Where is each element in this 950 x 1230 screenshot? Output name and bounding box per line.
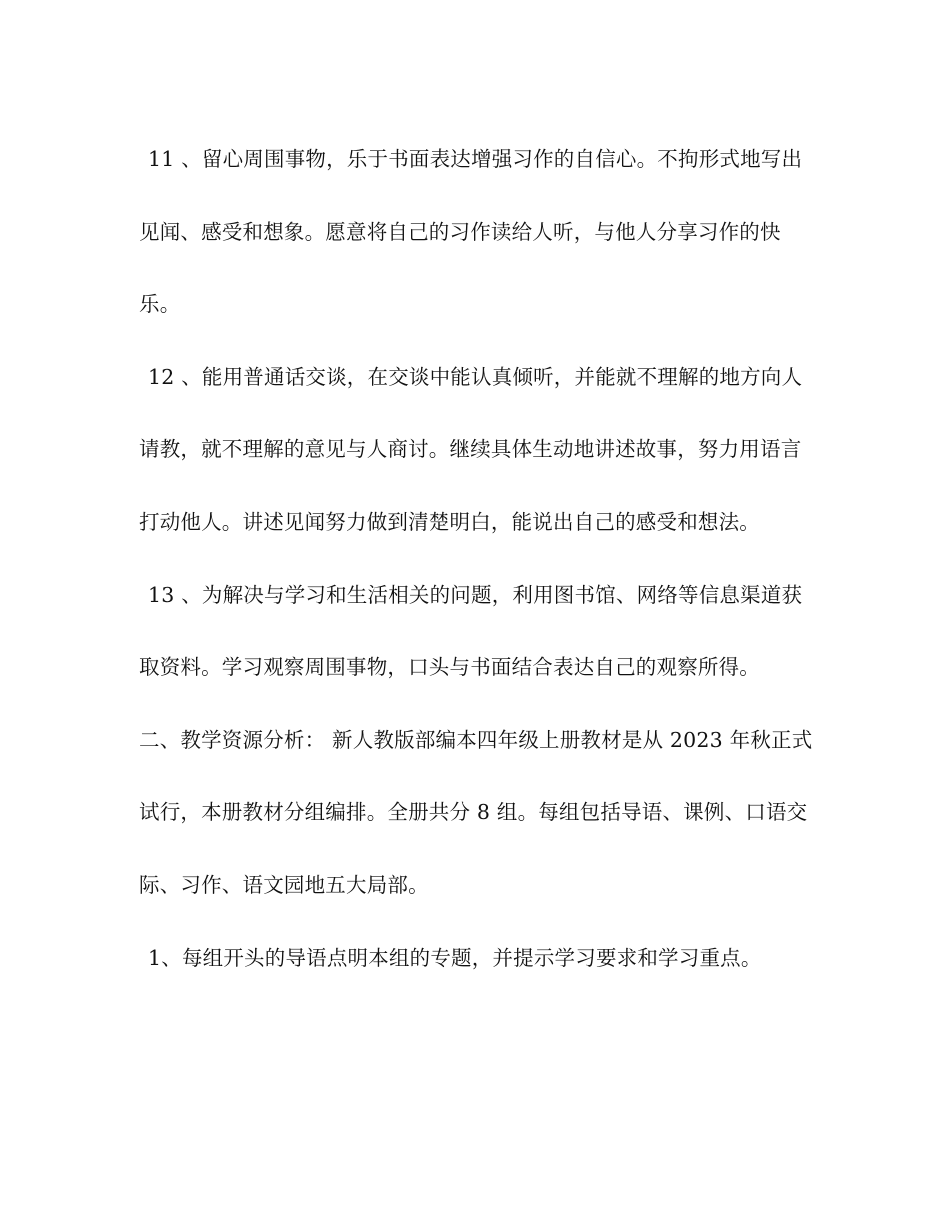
paragraph-item-12: 12 、能用普通话交谈，在交谈中能认真倾听，并能就不理解的地方向人请教，就不理解的意见与人商讨。继续具体生动地讲述故事，努力用语言打动他人。讲述见闻努力做到清楚明白，能说出自己的感受和想法。 xyxy=(139,364,803,534)
section-teaching-resources: 二、教学资源分析： 新人教版部编本四年级上册教材是从 2023 年秋正式试行，本册教材分组编排。全册共分 8 组。每组包括导语、课例、口语交际、习作、语文园地五大局部。 xyxy=(139,727,813,897)
document-body xyxy=(139,123,819,994)
paragraph-item-13: 13 、为解决与学习和生活相关的问题，利用图书馆、网络等信息渠道获取资料。学习观察周围事物，口头与书面结合表达自己的观察所得。 xyxy=(139,582,803,680)
paragraph-item-1: 1、每组开头的导语点明本组的专题，并提示学习要求和学习重点。 xyxy=(148,945,762,970)
paragraph-item-11: 11 、留心周围事物，乐于书面表达增强习作的自信心。不拘形式地写出见闻、感受和想象。愿意将自己的习作读给人听，与他人分享习作的快乐。 xyxy=(139,147,803,317)
